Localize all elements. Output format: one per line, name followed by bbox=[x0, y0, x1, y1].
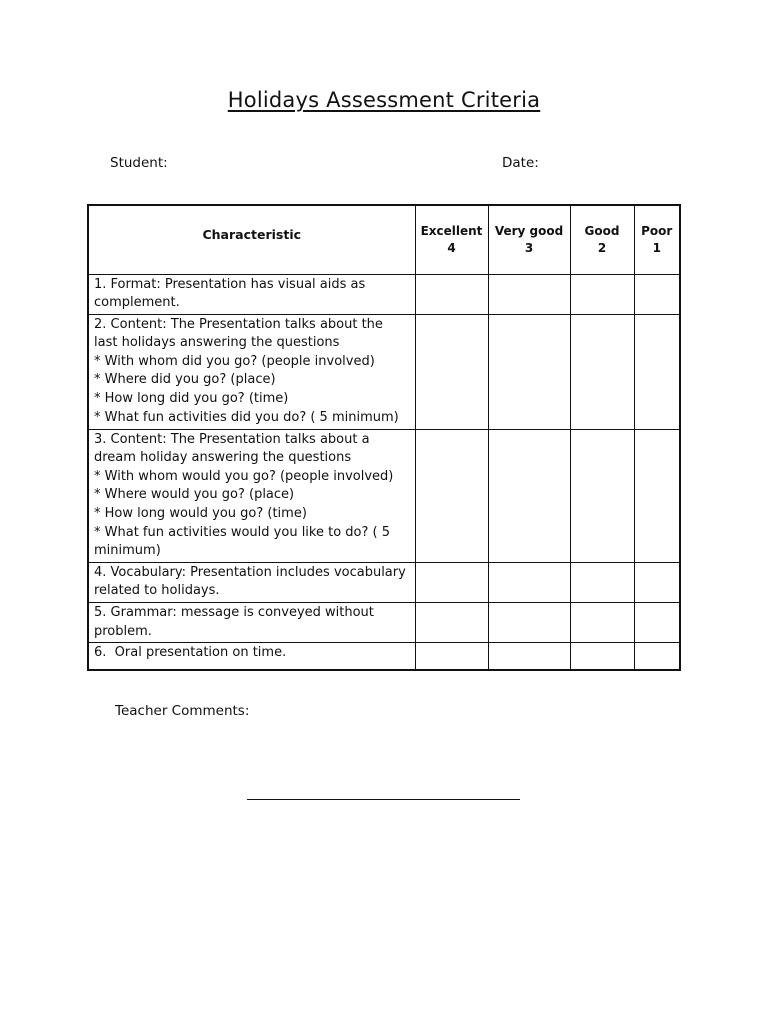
assessment-table bbox=[87, 204, 681, 671]
score-cell-excellent[interactable] bbox=[415, 429, 488, 562]
criterion-line: dream holiday answering the questions bbox=[94, 450, 352, 466]
criterion-line: 4. Vocabulary: Presentation includes vocabulary bbox=[94, 564, 406, 580]
criterion-line: minimum) bbox=[94, 543, 161, 559]
header-excellent bbox=[415, 205, 488, 274]
score-cell-very-good[interactable] bbox=[488, 643, 570, 670]
score-cell-good[interactable] bbox=[570, 643, 634, 670]
score-cell-good[interactable] bbox=[570, 603, 634, 643]
criterion-oral-presentation bbox=[88, 643, 415, 670]
date-label: Date: bbox=[502, 155, 539, 171]
signature-line[interactable] bbox=[247, 799, 520, 800]
score-cell-excellent[interactable] bbox=[415, 314, 488, 429]
score-cell-good[interactable] bbox=[570, 429, 634, 562]
score-cell-excellent[interactable] bbox=[415, 603, 488, 643]
criterion-line: * Where would you go? (place) bbox=[94, 487, 295, 503]
criterion-line: 2. Content: The Presentation talks about the bbox=[94, 316, 383, 332]
score-cell-poor[interactable] bbox=[634, 429, 680, 562]
header-very-good-label: Very good bbox=[494, 224, 564, 238]
header-characteristic: Characteristic bbox=[88, 205, 415, 274]
header-poor-score: 1 bbox=[652, 241, 661, 255]
criterion-grammar bbox=[88, 603, 415, 643]
score-cell-poor[interactable] bbox=[634, 643, 680, 670]
header-excellent-label: Excellent bbox=[420, 224, 483, 238]
criterion-line: * How long did you go? (time) bbox=[94, 391, 289, 407]
criterion-content-dream-holiday bbox=[88, 429, 415, 562]
score-cell-very-good[interactable] bbox=[488, 603, 570, 643]
criterion-line: related to holidays. bbox=[94, 583, 220, 599]
score-cell-poor[interactable] bbox=[634, 603, 680, 643]
score-cell-very-good[interactable] bbox=[488, 429, 570, 562]
criterion-line: complement. bbox=[94, 295, 180, 311]
criterion-line: * How long would you go? (time) bbox=[94, 506, 307, 522]
header-poor bbox=[634, 205, 680, 274]
header-good bbox=[570, 205, 634, 274]
table-row bbox=[88, 643, 680, 670]
criterion-content-last-holidays bbox=[88, 314, 415, 429]
criterion-line: 6. Oral presentation on time. bbox=[94, 645, 287, 661]
score-cell-excellent[interactable] bbox=[415, 274, 488, 314]
header-row bbox=[88, 205, 680, 274]
criterion-format bbox=[88, 274, 415, 314]
criterion-line: problem. bbox=[94, 623, 152, 639]
criterion-line: 5. Grammar: message is conveyed without bbox=[94, 605, 374, 621]
score-cell-good[interactable] bbox=[570, 562, 634, 602]
title-text: Holidays Assessment Criteria bbox=[227, 88, 541, 112]
criterion-line: 1. Format: Presentation has visual aids as bbox=[94, 276, 366, 292]
criterion-line: * With whom would you go? (people involved) bbox=[94, 468, 394, 484]
score-cell-poor[interactable] bbox=[634, 562, 680, 602]
score-cell-excellent[interactable] bbox=[415, 643, 488, 670]
header-very-good-score: 3 bbox=[524, 241, 534, 255]
header-excellent-score: 4 bbox=[447, 241, 456, 255]
criterion-line: last holidays answering the questions bbox=[94, 335, 340, 351]
page-title bbox=[0, 88, 768, 112]
table-row bbox=[88, 314, 680, 429]
criterion-line: * With whom did you go? (people involved) bbox=[94, 353, 375, 369]
table-row bbox=[88, 603, 680, 643]
score-cell-excellent[interactable] bbox=[415, 562, 488, 602]
teacher-comments-label: Teacher Comments: bbox=[115, 703, 250, 719]
header-very-good bbox=[488, 205, 570, 274]
table-row bbox=[88, 562, 680, 602]
score-cell-good[interactable] bbox=[570, 274, 634, 314]
table-row bbox=[88, 274, 680, 314]
score-cell-good[interactable] bbox=[570, 314, 634, 429]
student-label: Student: bbox=[110, 155, 168, 171]
criterion-line: 3. Content: The Presentation talks about a bbox=[94, 431, 370, 447]
criterion-vocabulary bbox=[88, 562, 415, 602]
criterion-line: * Where did you go? (place) bbox=[94, 372, 276, 388]
criterion-line: * What fun activities would you like to do? ( 5 bbox=[94, 524, 391, 540]
score-cell-poor[interactable] bbox=[634, 274, 680, 314]
score-cell-poor[interactable] bbox=[634, 314, 680, 429]
header-poor-label: Poor bbox=[641, 224, 673, 238]
header-good-score: 2 bbox=[597, 241, 607, 255]
score-cell-very-good[interactable] bbox=[488, 314, 570, 429]
score-cell-very-good[interactable] bbox=[488, 562, 570, 602]
header-good-label: Good bbox=[584, 224, 620, 238]
table-row bbox=[88, 429, 680, 562]
score-cell-very-good[interactable] bbox=[488, 274, 570, 314]
criterion-line: * What fun activities did you do? ( 5 minimum) bbox=[94, 409, 399, 425]
